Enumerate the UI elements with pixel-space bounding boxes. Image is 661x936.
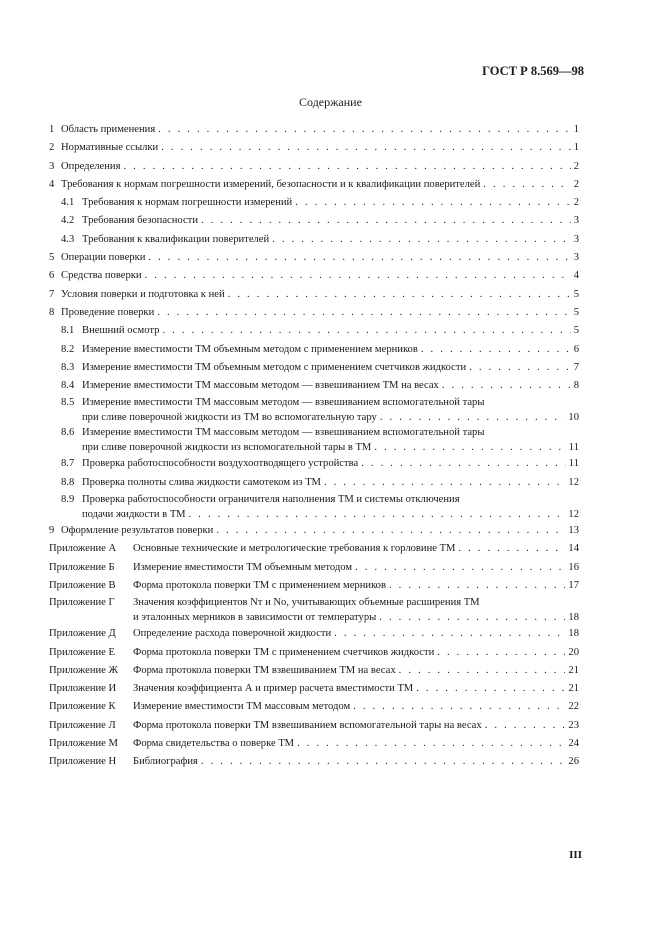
toc-entry-page: 12 (568, 509, 579, 521)
toc-entry-page: 1 (573, 124, 579, 135)
toc-entry-number: 4.1 (61, 197, 75, 209)
toc-entry-page: 26 (568, 756, 579, 768)
toc-entry-title: Форма протокола поверки ТМ с применением счетчиков жидкости (133, 646, 435, 658)
toc-entry-title: Измерение вместимости ТМ массовым методом — взвешиванием вспомогательной тары (82, 397, 485, 409)
toc-entry-number: 3 (49, 160, 55, 172)
toc-entry-number: 4.3 (61, 233, 75, 245)
toc-entry-title: Нормативные ссылки (61, 142, 159, 154)
dot-leader (228, 286, 571, 304)
dot-leader (161, 139, 570, 157)
toc-entry (49, 377, 579, 395)
toc-entry-number: Приложение М (49, 738, 118, 750)
dot-leader (483, 176, 570, 194)
toc-title: Содержание (299, 95, 362, 109)
toc-entry-title: Измерение вместимости ТМ объемным методом с применением мерников (82, 343, 418, 355)
dot-leader (216, 522, 565, 540)
toc-entry (49, 139, 579, 157)
toc-entry (49, 267, 579, 285)
toc-entry-page: 13 (568, 525, 579, 537)
toc-entry-number: 4 (49, 178, 55, 190)
toc-entry-number: 8.2 (61, 343, 75, 355)
toc-entry-page: 5 (573, 306, 579, 318)
dot-leader (389, 577, 565, 595)
toc-entry (49, 625, 579, 643)
toc-entry-page: 5 (573, 288, 579, 300)
toc-entry (49, 474, 579, 492)
toc-entry (49, 577, 579, 595)
toc-entry (49, 492, 579, 522)
toc-entry-number: 8.9 (61, 494, 75, 506)
toc-entry (49, 559, 579, 577)
table-of-contents (49, 121, 579, 772)
dot-leader (201, 212, 571, 230)
dot-leader (399, 662, 566, 680)
toc-entry (49, 522, 579, 540)
toc-entry-title: Проверка работоспособности воздухоотводящего устройства (82, 458, 359, 470)
toc-entry-number: Приложение Б (49, 561, 115, 573)
toc-entry-page: 11 (568, 442, 579, 454)
toc-entry-number: 8.8 (61, 476, 75, 488)
toc-entry-page: 2 (573, 160, 579, 172)
toc-entry-number: 2 (49, 142, 55, 154)
toc-entry-page: 23 (568, 719, 579, 731)
dot-leader (297, 735, 565, 753)
toc-entry-number: 8.5 (61, 397, 75, 409)
toc-entry (49, 176, 579, 194)
toc-entry (49, 717, 579, 735)
dot-leader (437, 644, 565, 662)
toc-entry (49, 322, 579, 340)
dot-leader (334, 625, 565, 643)
dot-leader (442, 377, 571, 395)
toc-entry-title: Измерение вместимости ТМ массовым методом — взвешиванием ТМ на весах (82, 380, 439, 392)
toc-entry-title: Требования безопасности (82, 215, 198, 227)
dot-leader (469, 359, 571, 377)
toc-entry-number: 8.7 (61, 458, 75, 470)
toc-entry-title: Условия поверки и подготовка к ней (61, 288, 225, 300)
toc-entry (49, 455, 579, 473)
toc-entry (49, 341, 579, 359)
toc-entry-number: Приложение И (49, 683, 117, 695)
toc-entry-page: 18 (568, 612, 579, 624)
toc-entry-title: Операции поверки (61, 252, 146, 264)
dot-leader (380, 410, 566, 425)
dot-leader (379, 610, 565, 625)
toc-entry-number: 8.6 (61, 427, 75, 439)
toc-entry-page: 14 (568, 543, 579, 555)
toc-entry-title-continued: и эталонных мерников в зависимости от температуры (133, 612, 377, 624)
toc-entry-page: 17 (568, 579, 579, 591)
toc-entry-page: 2 (573, 178, 579, 190)
toc-entry-page: 21 (568, 683, 579, 695)
toc-entry (49, 662, 579, 680)
toc-entry-title-continued: при сливе поверочной жидкости из вспомогательной тары в ТМ (82, 442, 372, 454)
toc-entry (49, 286, 579, 304)
toc-entry-number: 5 (49, 252, 55, 264)
dot-leader (145, 267, 571, 285)
toc-entry (49, 753, 579, 771)
toc-entry (49, 644, 579, 662)
toc-entry-number: 6 (49, 270, 55, 282)
toc-entry-title: Определения (61, 160, 121, 172)
toc-entry-number: 9 (49, 525, 55, 537)
toc-entry-page: 4 (573, 270, 579, 282)
toc-entry-title-continued: подачи жидкости в ТМ (82, 509, 186, 521)
toc-entry-title: Библиография (133, 756, 198, 768)
dot-leader (272, 231, 571, 249)
toc-entry-number: 8.3 (61, 361, 75, 373)
toc-entry-title: Измерение вместимости ТМ массовым методом — взвешиванием вспомогательной тары (82, 427, 485, 439)
toc-entry-title: Основные технические и метрологические требования к горловине ТМ (133, 543, 456, 555)
toc-entry (49, 425, 579, 455)
dot-leader (355, 559, 565, 577)
dot-leader (189, 507, 566, 522)
toc-entry-number: 7 (49, 288, 55, 300)
toc-entry-title: Форма протокола поверки ТМ взвешиванием ТМ на весах (133, 664, 396, 676)
toc-entry-page: 5 (573, 325, 579, 337)
dot-leader (324, 474, 565, 492)
toc-entry (49, 698, 579, 716)
toc-entry-page: 3 (573, 252, 579, 264)
toc-entry-title-continued: при сливе поверочной жидкости из ТМ во вспомогательную тару (82, 412, 377, 424)
dot-leader (295, 194, 570, 212)
toc-entry-title: Определение расхода поверочной жидкости (133, 628, 332, 640)
toc-entry-page: 24 (568, 738, 579, 750)
toc-entry-title: Оформление результатов поверки (61, 525, 214, 537)
toc-entry-title: Форма протокола поверки ТМ взвешиванием вспомогательной тары на весах (133, 719, 482, 731)
toc-entry-title: Проверка полноты слива жидкости самотеком из ТМ (82, 476, 321, 488)
toc-entry (49, 540, 579, 558)
toc-entry-number: 1 (49, 124, 55, 135)
toc-entry-number: 8.1 (61, 325, 75, 337)
toc-entry-page: 11 (568, 458, 579, 470)
toc-entry-title: Проведение поверки (61, 306, 155, 318)
toc-entry-title: Форма свидетельства о поверке ТМ (133, 738, 295, 750)
toc-entry-page: 6 (573, 343, 579, 355)
toc-entry-title: Значения коэффициентов Nт и Nо, учитывающих объемные расширения ТМ (133, 597, 480, 609)
toc-entry (49, 249, 579, 267)
dot-leader (374, 440, 565, 455)
toc-entry-page: 16 (568, 561, 579, 573)
toc-entry-title: Требования к нормам погрешности измерений, безопасности и к квалификации поверителей (61, 178, 481, 190)
toc-entry-number: Приложение Н (49, 756, 117, 768)
toc-entry-page: 1 (573, 142, 579, 154)
toc-entry-number: 8 (49, 306, 55, 318)
toc-entry-page: 3 (573, 233, 579, 245)
toc-entry (49, 231, 579, 249)
dot-leader (158, 121, 571, 139)
toc-entry-title: Измерение вместимости ТМ объемным методом с применением счетчиков жидкости (82, 361, 467, 373)
toc-entry-page: 20 (568, 646, 579, 658)
toc-entry-title: Значения коэффициента А и пример расчета вместимости ТМ (133, 683, 414, 695)
toc-entry-page: 10 (568, 412, 579, 424)
toc-entry (49, 121, 579, 139)
toc-entry-number: Приложение В (49, 579, 116, 591)
toc-entry-title: Требования к нормам погрешности измерений (82, 197, 293, 209)
dot-leader (123, 158, 570, 176)
document-code: ГОСТ Р 8.569—98 (482, 64, 584, 78)
toc-entry-number: 8.4 (61, 380, 75, 392)
toc-entry-title: Измерение вместимости ТМ объемным методом (133, 561, 353, 573)
toc-entry-title: Внешний осмотр (82, 325, 160, 337)
toc-entry-page: 21 (568, 664, 579, 676)
dot-leader (421, 341, 571, 359)
toc-entry-title: Область применения (61, 124, 156, 135)
dot-leader (458, 540, 565, 558)
dot-leader (485, 717, 566, 735)
toc-entry-page: 7 (573, 361, 579, 373)
toc-entry (49, 735, 579, 753)
toc-entry (49, 680, 579, 698)
toc-entry (49, 595, 579, 625)
toc-entry (49, 194, 579, 212)
toc-entry-number: 4.2 (61, 215, 75, 227)
toc-entry (49, 395, 579, 425)
dot-leader (157, 304, 570, 322)
dot-leader (353, 698, 565, 716)
toc-entry-number: Приложение Ж (49, 664, 118, 676)
toc-entry (49, 359, 579, 377)
toc-entry-page: 8 (573, 380, 579, 392)
toc-entry-page: 2 (573, 197, 579, 209)
toc-entry-number: Приложение А (49, 543, 117, 555)
toc-entry (49, 158, 579, 176)
page-number: III (569, 849, 582, 861)
toc-entry-number: Приложение Л (49, 719, 116, 731)
toc-entry-title: Измерение вместимости ТМ массовым методом (133, 701, 351, 713)
toc-entry-number: Приложение Е (49, 646, 115, 658)
dot-leader (361, 455, 566, 473)
toc-entry-number: Приложение К (49, 701, 116, 713)
toc-entry-page: 22 (568, 701, 579, 713)
toc-entry-title: Проверка работоспособности ограничителя наполнения ТМ и системы отключения (82, 494, 460, 506)
toc-entry-number: Приложение Д (49, 628, 116, 640)
dot-leader (162, 322, 570, 340)
toc-entry-page: 18 (568, 628, 579, 640)
toc-entry (49, 212, 579, 230)
dot-leader (148, 249, 570, 267)
dot-leader (201, 753, 566, 771)
toc-entry-title: Требования к квалификации поверителей (82, 233, 270, 245)
toc-entry-page: 12 (568, 476, 579, 488)
toc-entry-title: Средства поверки (61, 270, 142, 282)
dot-leader (416, 680, 565, 698)
toc-entry-page: 3 (573, 215, 579, 227)
toc-entry (49, 304, 579, 322)
toc-entry-title: Форма протокола поверки ТМ с применением мерников (133, 579, 386, 591)
toc-entry-number: Приложение Г (49, 597, 115, 609)
